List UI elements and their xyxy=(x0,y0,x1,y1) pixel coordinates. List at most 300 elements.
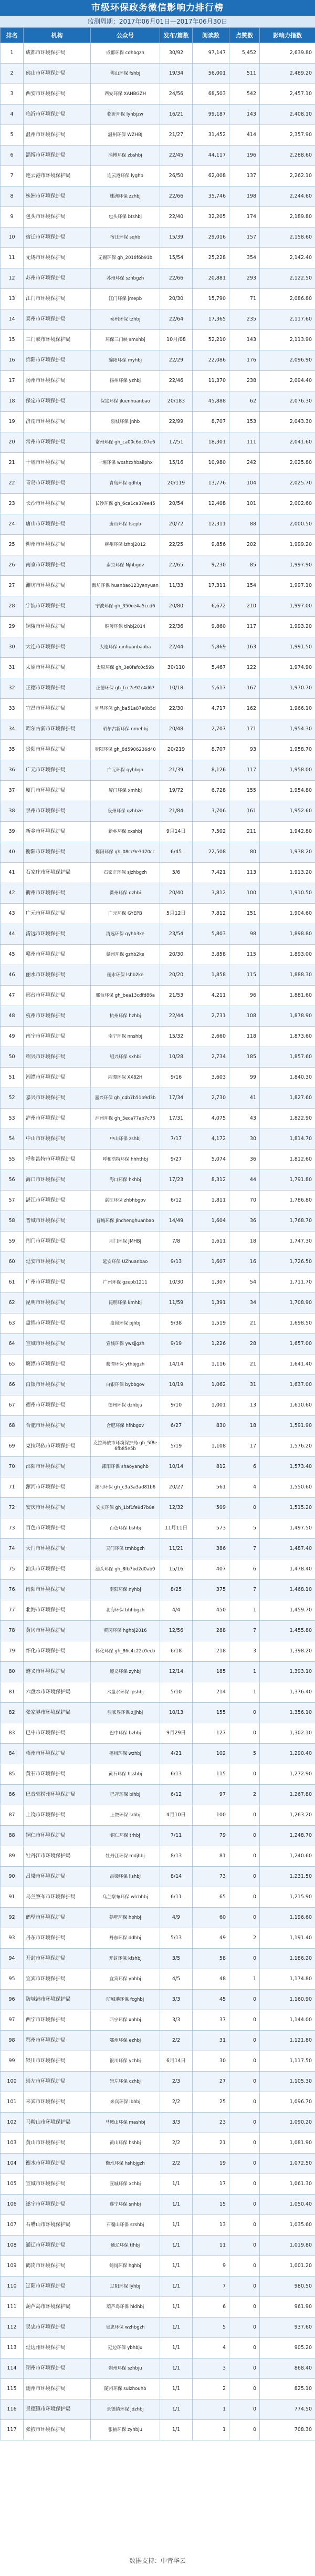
table-row xyxy=(1,1273,315,1293)
rank-cell: 44 xyxy=(1,924,24,945)
reads-cell: 65 xyxy=(193,1887,229,1908)
account-cell: 朔州环保 szhbju xyxy=(91,2358,160,2379)
account-cell: 南阳环保 nyhbj xyxy=(91,1580,160,1600)
reads-cell: 7,502 xyxy=(193,822,229,842)
account-cell: 辽阳环保 lyhbj xyxy=(91,2277,160,2297)
reads-cell: 1,604 xyxy=(193,1211,229,1232)
rank-cell: 98 xyxy=(1,2031,24,2051)
reads-cell: 9,860 xyxy=(193,617,229,637)
rank-cell: 11 xyxy=(1,248,24,268)
posts-cell: 9/38 xyxy=(160,1313,193,1334)
likes-cell: 163 xyxy=(229,637,260,658)
posts-cell: 22/46 xyxy=(160,371,193,391)
posts-cell: 11月11日 xyxy=(160,1518,193,1539)
table-row xyxy=(1,719,315,740)
likes-cell: 111 xyxy=(229,432,260,453)
account-cell: 环保三门峡 smxhbj xyxy=(91,330,160,350)
account-cell: 上饶环保 srhbj xyxy=(91,1805,160,1826)
likes-cell: 0 xyxy=(229,2031,260,2051)
posts-cell: 1/1 xyxy=(160,2297,193,2318)
posts-cell: 21/27 xyxy=(160,125,193,146)
reads-cell: 6,728 xyxy=(193,781,229,801)
rank-cell: 35 xyxy=(1,740,24,760)
account-cell: 贵阳环保 gh_8d5906236d40 xyxy=(91,740,160,760)
posts-cell: 20/40 xyxy=(160,883,193,904)
org-cell: 银川市环境保护局 xyxy=(24,2051,91,2072)
account-cell: 南京环保 Njhbgov xyxy=(91,555,160,576)
posts-cell: 22/65 xyxy=(160,555,193,576)
reads-cell: 218 xyxy=(193,1641,229,1662)
org-cell: 葫芦岛市环境保护局 xyxy=(24,2297,91,2318)
rank-cell: 97 xyxy=(1,2010,24,2031)
account-cell: 十堰环保 wxshzxhbaiiphx xyxy=(91,453,160,473)
org-cell: 随州市环境保护局 xyxy=(24,2379,91,2399)
account-cell: 邵阳环保 shaoyanghb xyxy=(91,1457,160,1477)
likes-cell: 542 xyxy=(229,84,260,105)
reads-cell: 99,187 xyxy=(193,105,229,125)
likes-cell: 162 xyxy=(229,699,260,719)
org-cell: 遵义市环境保护局 xyxy=(24,1662,91,1682)
table-row xyxy=(1,2297,315,2318)
posts-cell: 26/50 xyxy=(160,166,193,187)
account-cell: 德州环保 dzhbju xyxy=(91,1395,160,1416)
posts-cell: 22/44 xyxy=(160,1006,193,1027)
likes-cell: 511 xyxy=(229,64,260,84)
posts-cell: 19/34 xyxy=(160,64,193,84)
table-row xyxy=(1,1908,315,1928)
posts-cell: 21/39 xyxy=(160,760,193,781)
org-cell: 乌兰察布市环境保护局 xyxy=(24,1887,91,1908)
table-row xyxy=(1,2379,315,2399)
account-cell: 崇左环保 czhbj xyxy=(91,2072,160,2092)
index-cell: 774.50 xyxy=(260,2399,315,2420)
table-row xyxy=(1,617,315,637)
posts-cell: 10/30 xyxy=(160,1273,193,1293)
org-cell: 北海市环境保护局 xyxy=(24,1600,91,1621)
org-cell: 朔州市环境保护局 xyxy=(24,2358,91,2379)
index-cell: 1,610.60 xyxy=(260,1395,315,1416)
table-row xyxy=(1,2338,315,2358)
org-cell: 绍兴市环境保护局 xyxy=(24,1047,91,1068)
index-cell: 1,881.60 xyxy=(260,986,315,1006)
account-cell: 宣城环保 ywsjjgzh xyxy=(91,1334,160,1354)
account-cell: 无锡环保 gh_2018f6b91b xyxy=(91,248,160,268)
account-cell: 黄石环保 hsshbj xyxy=(91,1764,160,1785)
likes-cell: 0 xyxy=(229,1949,260,1969)
reads-cell: 19 xyxy=(193,2154,229,2174)
posts-cell: 12/32 xyxy=(160,1498,193,1518)
org-cell: 上饶市环境保护局 xyxy=(24,1805,91,1826)
table-row xyxy=(1,2277,315,2297)
likes-cell: 0 xyxy=(229,2072,260,2092)
table-row xyxy=(1,2072,315,2092)
posts-cell: 2/2 xyxy=(160,2031,193,2051)
posts-cell: 22/30 xyxy=(160,699,193,719)
likes-cell: 0 xyxy=(229,2277,260,2297)
reads-cell: 100 xyxy=(193,1805,229,1826)
rank-cell: 94 xyxy=(1,1949,24,1969)
org-cell: 衡水市环境保护局 xyxy=(24,2154,91,2174)
table-row xyxy=(1,740,315,760)
reads-cell: 1 xyxy=(193,2420,229,2440)
rank-cell: 114 xyxy=(1,2358,24,2379)
org-cell: 荆门市环境保护局 xyxy=(24,1232,91,1252)
posts-cell: 10/28 xyxy=(160,1047,193,1068)
likes-cell: 36 xyxy=(229,1150,260,1170)
posts-cell: 7/8 xyxy=(160,1232,193,1252)
index-cell: 2,189.80 xyxy=(260,207,315,227)
index-cell: 1,487.40 xyxy=(260,1539,315,1559)
posts-cell: 15/16 xyxy=(160,453,193,473)
reads-cell: 3 xyxy=(193,2358,229,2379)
org-cell: 张家界市环境保护局 xyxy=(24,1703,91,1723)
account-cell: 黄山环保 hshbj xyxy=(91,2133,160,2154)
likes-cell: 108 xyxy=(229,1006,260,1027)
rank-cell: 48 xyxy=(1,1006,24,1027)
index-cell: 2,086.80 xyxy=(260,289,315,309)
account-cell: 白银环保 bybbgov xyxy=(91,1375,160,1395)
org-cell: 六盘水市环境保护局 xyxy=(24,1682,91,1703)
posts-cell: 20/54 xyxy=(160,494,193,514)
org-cell: 牡丹江市环境保护局 xyxy=(24,1846,91,1867)
account-cell: 北海环保 bhhbgzh xyxy=(91,1600,160,1621)
org-cell: 厦门市环境保护局 xyxy=(24,781,91,801)
account-cell: 潍坊环保 huanbao123yanyuan xyxy=(91,576,160,596)
rank-cell: 58 xyxy=(1,1211,24,1232)
table-row xyxy=(1,1641,315,1662)
table-row xyxy=(1,2133,315,2154)
posts-cell: 24/56 xyxy=(160,84,193,105)
posts-cell: 3/3 xyxy=(160,1990,193,2010)
index-cell: 1,938.20 xyxy=(260,842,315,863)
table-row xyxy=(1,494,315,514)
posts-cell: 12/56 xyxy=(160,1621,193,1641)
org-cell: 扬州市环境保护局 xyxy=(24,371,91,391)
likes-cell: 21 xyxy=(229,1313,260,1334)
org-cell: 湛江市环境保护局 xyxy=(24,1191,91,1211)
index-cell: 2,076.30 xyxy=(260,391,315,412)
index-cell: 1,550.60 xyxy=(260,1477,315,1498)
org-cell: 铜仁市环境保护局 xyxy=(24,1826,91,1846)
org-cell: 南阳市环境保护局 xyxy=(24,1580,91,1600)
reads-cell: 2,730 xyxy=(193,1088,229,1109)
reads-cell: 4,172 xyxy=(193,1129,229,1150)
likes-cell: 7 xyxy=(229,1621,260,1641)
likes-cell: 113 xyxy=(229,863,260,883)
rank-cell: 2 xyxy=(1,64,24,84)
org-cell: 长沙市环境保护局 xyxy=(24,494,91,514)
table-row xyxy=(1,1826,315,1846)
org-cell: 崇左市环境保护局 xyxy=(24,2072,91,2092)
rank-cell: 10 xyxy=(1,227,24,248)
account-cell: 临沂环保 lyhbjzw xyxy=(91,105,160,125)
reads-cell: 812 xyxy=(193,1457,229,1477)
rank-cell: 109 xyxy=(1,2256,24,2277)
reads-cell: 6,672 xyxy=(193,596,229,617)
reads-cell: 79 xyxy=(193,1826,229,1846)
index-cell: 1,888.30 xyxy=(260,965,315,986)
posts-cell: 6/12 xyxy=(160,1191,193,1211)
org-cell: 潍坊市环境保护局 xyxy=(24,576,91,596)
posts-cell: 1/1 xyxy=(160,2215,193,2236)
posts-cell: 20/119 xyxy=(160,473,193,494)
table-row xyxy=(1,1395,315,1416)
rank-cell: 84 xyxy=(1,1744,24,1764)
index-cell: 2,025.70 xyxy=(260,473,315,494)
org-cell: 广元市环境保护局 xyxy=(24,904,91,924)
rank-cell: 54 xyxy=(1,1129,24,1150)
table-row xyxy=(1,576,315,596)
account-cell: 鹰潭环保 ythbjgzh xyxy=(91,1354,160,1375)
table-row xyxy=(1,678,315,699)
table-row xyxy=(1,2174,315,2195)
likes-cell: 151 xyxy=(229,904,260,924)
table-row xyxy=(1,2420,315,2440)
org-cell: 西安市环境保护局 xyxy=(24,84,91,105)
rank-cell: 4 xyxy=(1,105,24,125)
rank-cell: 105 xyxy=(1,2174,24,2195)
likes-cell: 117 xyxy=(229,760,260,781)
org-cell: 青岛市环境保护局 xyxy=(24,473,91,494)
index-cell: 1,768.70 xyxy=(260,1211,315,1232)
reads-cell: 1,307 xyxy=(193,1273,229,1293)
posts-cell: 20/20 xyxy=(160,965,193,986)
account-cell: 遵义环保 zyhbj xyxy=(91,1662,160,1682)
posts-cell: 4/9 xyxy=(160,1908,193,1928)
account-cell: 湛江环保 zhbhbgov xyxy=(91,1191,160,1211)
reads-cell: 830 xyxy=(193,1416,229,1436)
rank-cell: 9 xyxy=(1,207,24,227)
rank-cell: 106 xyxy=(1,2195,24,2215)
likes-cell: 1 xyxy=(229,1600,260,1621)
reads-cell: 407 xyxy=(193,1559,229,1580)
likes-cell: 161 xyxy=(229,801,260,822)
likes-cell: 0 xyxy=(229,1908,260,1928)
posts-cell: 2/2 xyxy=(160,2154,193,2174)
posts-cell: 3/3 xyxy=(160,2113,193,2133)
index-cell: 1,050.40 xyxy=(260,2195,315,2215)
account-cell: 黄冈环保 hghbj2016 xyxy=(91,1621,160,1641)
reads-cell: 5,074 xyxy=(193,1150,229,1170)
index-cell: 1,991.50 xyxy=(260,637,315,658)
account-cell: 太原环保 gh_3e0fafc0c59b xyxy=(91,658,160,678)
rank-cell: 71 xyxy=(1,1477,24,1498)
posts-cell: 4/21 xyxy=(160,1744,193,1764)
rank-cell: 17 xyxy=(1,371,24,391)
reads-cell: 12,408 xyxy=(193,494,229,514)
table-row xyxy=(1,2215,315,2236)
account-cell: 连云港环保 lyghb xyxy=(91,166,160,187)
posts-cell: 22/66 xyxy=(160,268,193,289)
index-cell: 1,061.30 xyxy=(260,2174,315,2195)
rank-cell: 39 xyxy=(1,822,24,842)
reads-cell: 3,603 xyxy=(193,1068,229,1088)
reads-cell: 1 xyxy=(193,2399,229,2420)
rank-cell: 27 xyxy=(1,576,24,596)
org-cell: 辽阳市环境保护局 xyxy=(24,2277,91,2297)
posts-cell: 19/72 xyxy=(160,781,193,801)
account-cell: 石嘴山环保 szshbj xyxy=(91,2215,160,2236)
table-row xyxy=(1,84,315,105)
likes-cell: 0 xyxy=(229,2113,260,2133)
rank-cell: 117 xyxy=(1,2420,24,2440)
reads-cell: 3,812 xyxy=(193,883,229,904)
index-cell: 1,898.80 xyxy=(260,924,315,945)
posts-cell: 3/5 xyxy=(160,1949,193,1969)
posts-cell: 7/11 xyxy=(160,1826,193,1846)
posts-cell: 1/1 xyxy=(160,2338,193,2358)
reads-cell: 115 xyxy=(193,1764,229,1785)
account-cell: 绍兴环保 sxhbi xyxy=(91,1047,160,1068)
reads-cell: 561 xyxy=(193,1477,229,1498)
rank-cell: 103 xyxy=(1,2133,24,2154)
data-source-footer: 数据支持：中青华云 xyxy=(129,2557,186,2564)
reads-cell: 12,311 xyxy=(193,514,229,535)
org-cell: 南宁市环境保护局 xyxy=(24,1027,91,1047)
rank-cell: 8 xyxy=(1,187,24,207)
account-cell: 青岛环保 qdhbj xyxy=(91,473,160,494)
reads-cell: 25 xyxy=(193,2092,229,2113)
rank-cell: 41 xyxy=(1,863,24,883)
org-cell: 白银市环境保护局 xyxy=(24,1375,91,1395)
account-cell: 绵阳环保 myhbj xyxy=(91,350,160,371)
index-cell: 1,302.10 xyxy=(260,1723,315,1744)
likes-cell: 0 xyxy=(229,1764,260,1785)
account-cell: 衡阳环保 gh_08cc9e3d70cc xyxy=(91,842,160,863)
table-row xyxy=(1,535,315,555)
posts-cell: 3/3 xyxy=(160,2010,193,2031)
account-cell: 株洲环保 zzhbj xyxy=(91,187,160,207)
rank-cell: 25 xyxy=(1,535,24,555)
rank-cell: 75 xyxy=(1,1559,24,1580)
index-cell: 825.10 xyxy=(260,2379,315,2399)
table-row xyxy=(1,965,315,986)
table-row xyxy=(1,1744,315,1764)
index-cell: 1,263.20 xyxy=(260,1805,315,1826)
table-row xyxy=(1,309,315,330)
org-cell: 济南市环境保护局 xyxy=(24,412,91,432)
posts-cell: 1/1 xyxy=(160,2195,193,2215)
rank-cell: 72 xyxy=(1,1498,24,1518)
table-row xyxy=(1,1949,315,1969)
posts-cell: 17/31 xyxy=(160,1109,193,1129)
likes-cell: 0 xyxy=(229,2051,260,2072)
account-cell: 广州环保 gzepb1211 xyxy=(91,1273,160,1293)
rank-cell: 91 xyxy=(1,1887,24,1908)
account-cell: 衢州环保 qzhbi xyxy=(91,883,160,904)
likes-cell: 0 xyxy=(229,2399,260,2420)
posts-cell: 4/4 xyxy=(160,1600,193,1621)
reads-cell: 60 xyxy=(193,1908,229,1928)
rank-cell: 96 xyxy=(1,1990,24,2010)
posts-cell: 30/110 xyxy=(160,658,193,678)
account-cell: 银川环保 ychbj xyxy=(91,2051,160,2072)
table-row xyxy=(1,371,315,391)
table-row xyxy=(1,2031,315,2051)
account-cell: 牡丹江环保 mdjhbj xyxy=(91,1846,160,1867)
posts-cell: 22/66 xyxy=(160,187,193,207)
index-cell: 1,160.90 xyxy=(260,1990,315,2010)
table-row xyxy=(1,924,315,945)
org-cell: 昆明市环境保护局 xyxy=(24,1293,91,1313)
index-cell: 1,698.50 xyxy=(260,1313,315,1334)
table-row xyxy=(1,986,315,1006)
reads-cell: 73 xyxy=(193,1867,229,1887)
table-row xyxy=(1,1703,315,1723)
rank-cell: 93 xyxy=(1,1928,24,1949)
rank-cell: 102 xyxy=(1,2113,24,2133)
posts-cell: 22/25 xyxy=(160,535,193,555)
rank-cell: 40 xyxy=(1,842,24,863)
reads-cell: 1,226 xyxy=(193,1334,229,1354)
reads-cell: 27 xyxy=(193,2072,229,2092)
index-cell: 2,122.50 xyxy=(260,268,315,289)
likes-cell: 202 xyxy=(229,535,260,555)
rank-cell: 55 xyxy=(1,1150,24,1170)
rank-cell: 57 xyxy=(1,1191,24,1211)
rank-cell: 34 xyxy=(1,719,24,740)
index-cell: 2,408.10 xyxy=(260,105,315,125)
rank-cell: 42 xyxy=(1,883,24,904)
reads-cell: 22,508 xyxy=(193,842,229,863)
reads-cell: 9 xyxy=(193,2256,229,2277)
reads-cell: 20,881 xyxy=(193,268,229,289)
index-cell: 1,248.70 xyxy=(260,1826,315,1846)
rank-cell: 5 xyxy=(1,125,24,146)
reads-cell: 5,803 xyxy=(193,924,229,945)
reads-cell: 97,147 xyxy=(193,43,229,64)
posts-cell: 6/18 xyxy=(160,1641,193,1662)
rank-cell: 52 xyxy=(1,1088,24,1109)
account-cell: 厦门环保 xmhbj xyxy=(91,781,160,801)
table-row xyxy=(1,2236,315,2256)
rank-cell: 13 xyxy=(1,289,24,309)
org-cell: 鄂州市环境保护局 xyxy=(24,2031,91,2051)
account-cell: 衡水环保 hshbjgzh xyxy=(91,2154,160,2174)
reads-cell: 7 xyxy=(193,2277,229,2297)
rank-cell: 95 xyxy=(1,1969,24,1990)
rank-cell: 79 xyxy=(1,1641,24,1662)
table-row xyxy=(1,187,315,207)
posts-cell: 1/1 xyxy=(160,2174,193,2195)
reads-cell: 5,467 xyxy=(193,658,229,678)
posts-cell: 9月14日 xyxy=(160,822,193,842)
posts-cell: 1/1 xyxy=(160,2256,193,2277)
table-row xyxy=(1,1928,315,1949)
reads-cell: 58 xyxy=(193,1949,229,1969)
posts-cell: 1/1 xyxy=(160,2318,193,2338)
likes-cell: 0 xyxy=(229,1846,260,1867)
likes-cell: 99 xyxy=(229,1068,260,1088)
account-cell: 晋城环保 Jinchenghuanbao xyxy=(91,1211,160,1232)
reads-cell: 1,001 xyxy=(193,1395,229,1416)
posts-cell: 9/19 xyxy=(160,1334,193,1354)
reads-cell: 21 xyxy=(193,2133,229,2154)
table-row xyxy=(1,1969,315,1990)
table-row xyxy=(1,432,315,453)
account-cell: 汕头环保 gh_8fb7bd2d0ab9 xyxy=(91,1559,160,1580)
org-cell: 铜陵市环境保护局 xyxy=(24,617,91,637)
index-cell: 2,457.10 xyxy=(260,84,315,105)
index-cell: 1,942.80 xyxy=(260,822,315,842)
org-cell: 保定市环境保护局 xyxy=(24,391,91,412)
reads-cell: 1,116 xyxy=(193,1354,229,1375)
org-cell: 开封市环境保护局 xyxy=(24,1949,91,1969)
rank-cell: 33 xyxy=(1,699,24,719)
index-cell: 2,142.40 xyxy=(260,248,315,268)
org-cell: 黄石市环境保护局 xyxy=(24,1764,91,1785)
org-cell: 嘉兴市环境保护局 xyxy=(24,1088,91,1109)
